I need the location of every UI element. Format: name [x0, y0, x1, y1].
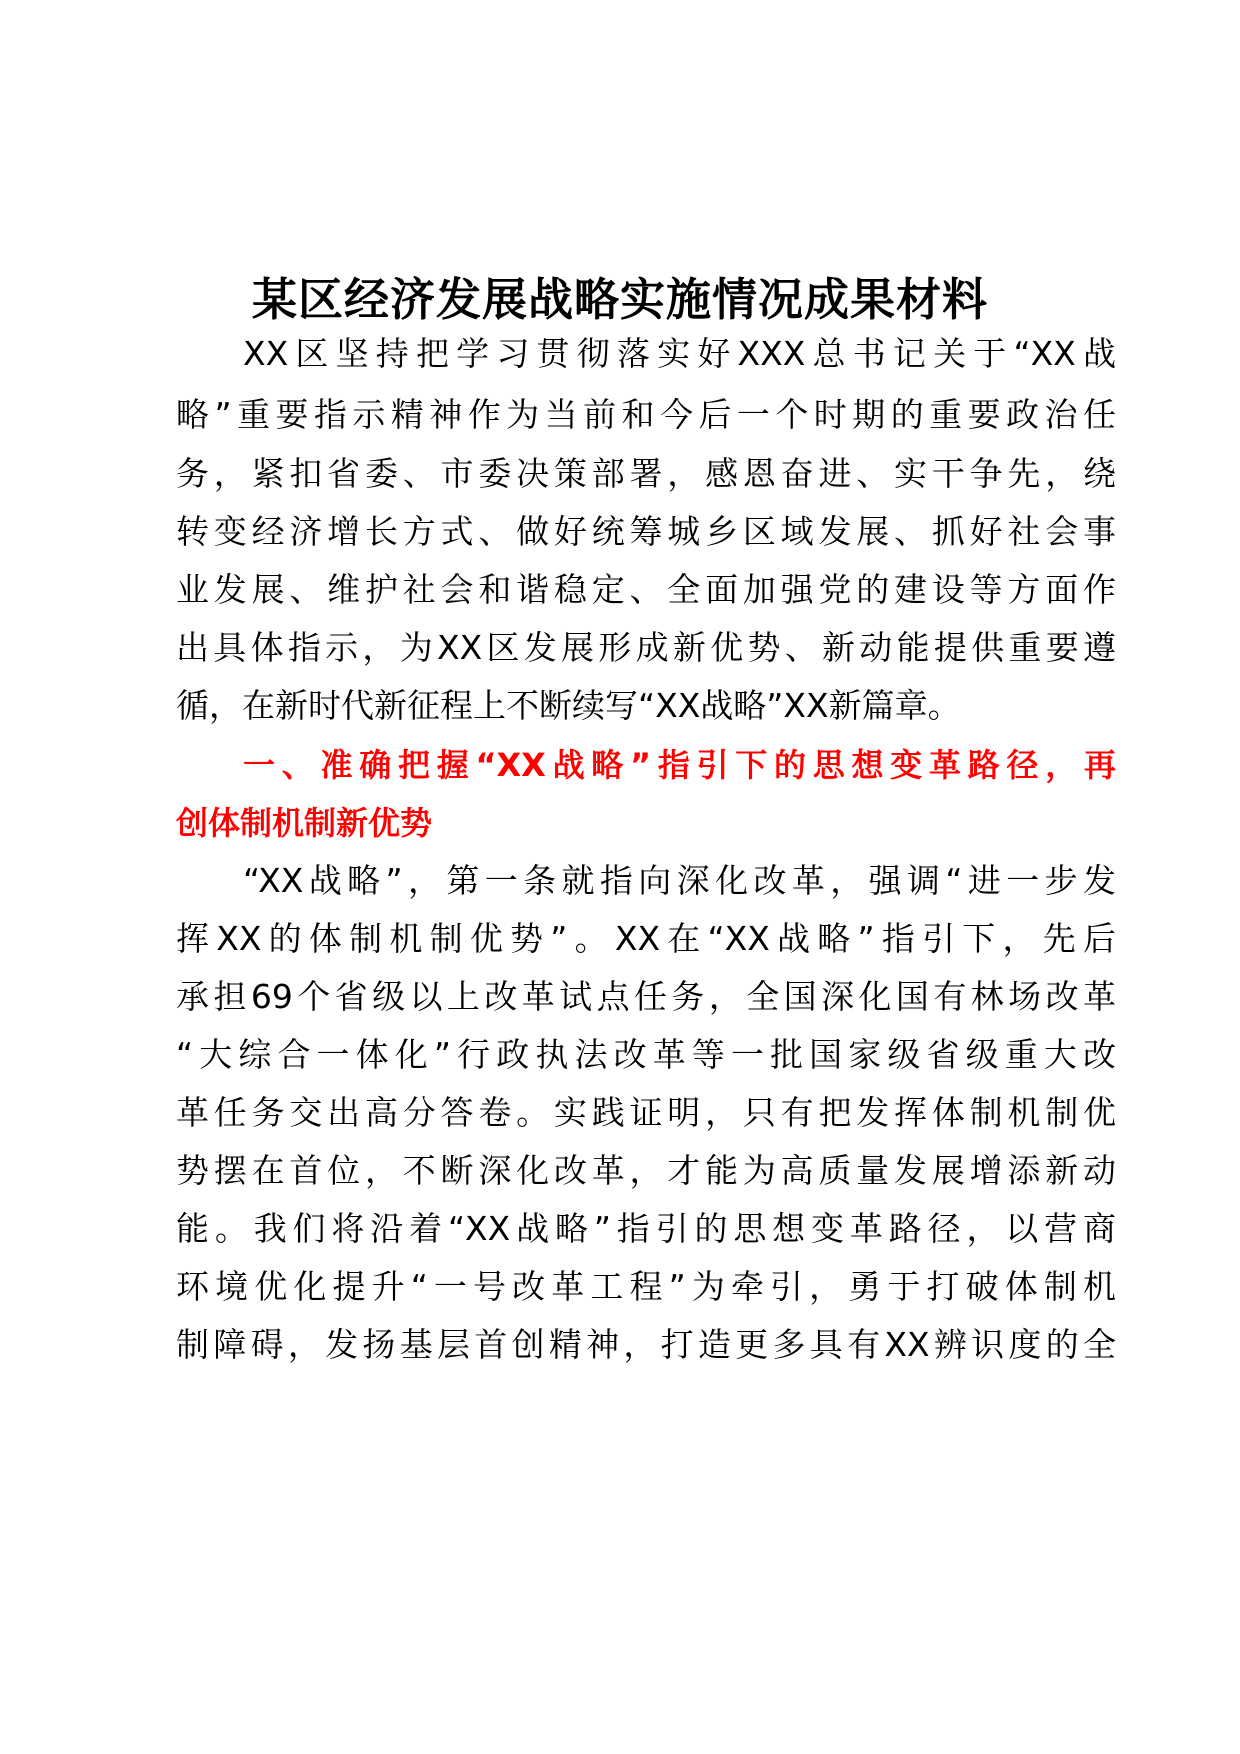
paragraph-2-line-9: 制障碍，发扬基层首创精神，打造更多具有XX辨识度的全	[176, 1325, 1116, 1364]
document-title: 某区经济发展战略实施情况成果材料	[251, 273, 988, 326]
paragraph-2-line-6: 势摆在首位，不断深化改革，才能为高质量发展增添新动	[176, 1151, 1116, 1190]
paragraph-2-line-8: 环境优化提升“一号改革工程”为牵引，勇于打破体制机	[176, 1267, 1116, 1306]
paragraph-1-line-2: 略”重要指示精神作为当前和今后一个时期的重要政治任	[176, 395, 1116, 434]
paragraph-2-line-2: 挥XX的体制机制优势”。XX在“XX战略”指引下，先后	[176, 919, 1116, 958]
paragraph-2-line-4: “大综合一体化”行政执法改革等一批国家级省级重大改	[176, 1035, 1116, 1074]
paragraph-1-line-4: 转变经济增长方式、做好统筹城乡区域发展、抓好社会事	[176, 512, 1116, 551]
paragraph-1-line-3: 务，紧扣省委、市委决策部署，感恩奋进、实干争先，绕	[176, 454, 1116, 493]
paragraph-2-line-5: 革任务交出高分答卷。实践证明，只有把发挥体制机制优	[176, 1093, 1116, 1132]
paragraph-2-line-7: 能。我们将沿着“XX战略”指引的思想变革路径，以营商	[176, 1209, 1116, 1248]
section-heading-1-line-2: 创体制机制新优势	[176, 804, 433, 842]
paragraph-1-line-6: 出具体指示，为XX区发展形成新优势、新动能提供重要遵	[176, 628, 1116, 667]
paragraph-1-line-7: 循，在新时代新征程上不断续写“XX战略”XX新篇章。	[176, 686, 961, 725]
paragraph-2-line-3: 承担69个省级以上改革试点任务，全国深化国有林场改革	[176, 977, 1116, 1016]
section-heading-1-line-1: 一、准确把握“XX战略”指引下的思想变革路径，再	[243, 746, 1116, 784]
paragraph-1-line-5: 业发展、维护社会和谐稳定、全面加强党的建设等方面作	[176, 570, 1116, 609]
paragraph-2-line-1: “XX战略”，第一条就指向深化改革，强调“进一步发	[243, 861, 1116, 900]
paragraph-1-line-1: XX区坚持把学习贯彻落实好XXX总书记关于“XX战	[243, 334, 1116, 373]
